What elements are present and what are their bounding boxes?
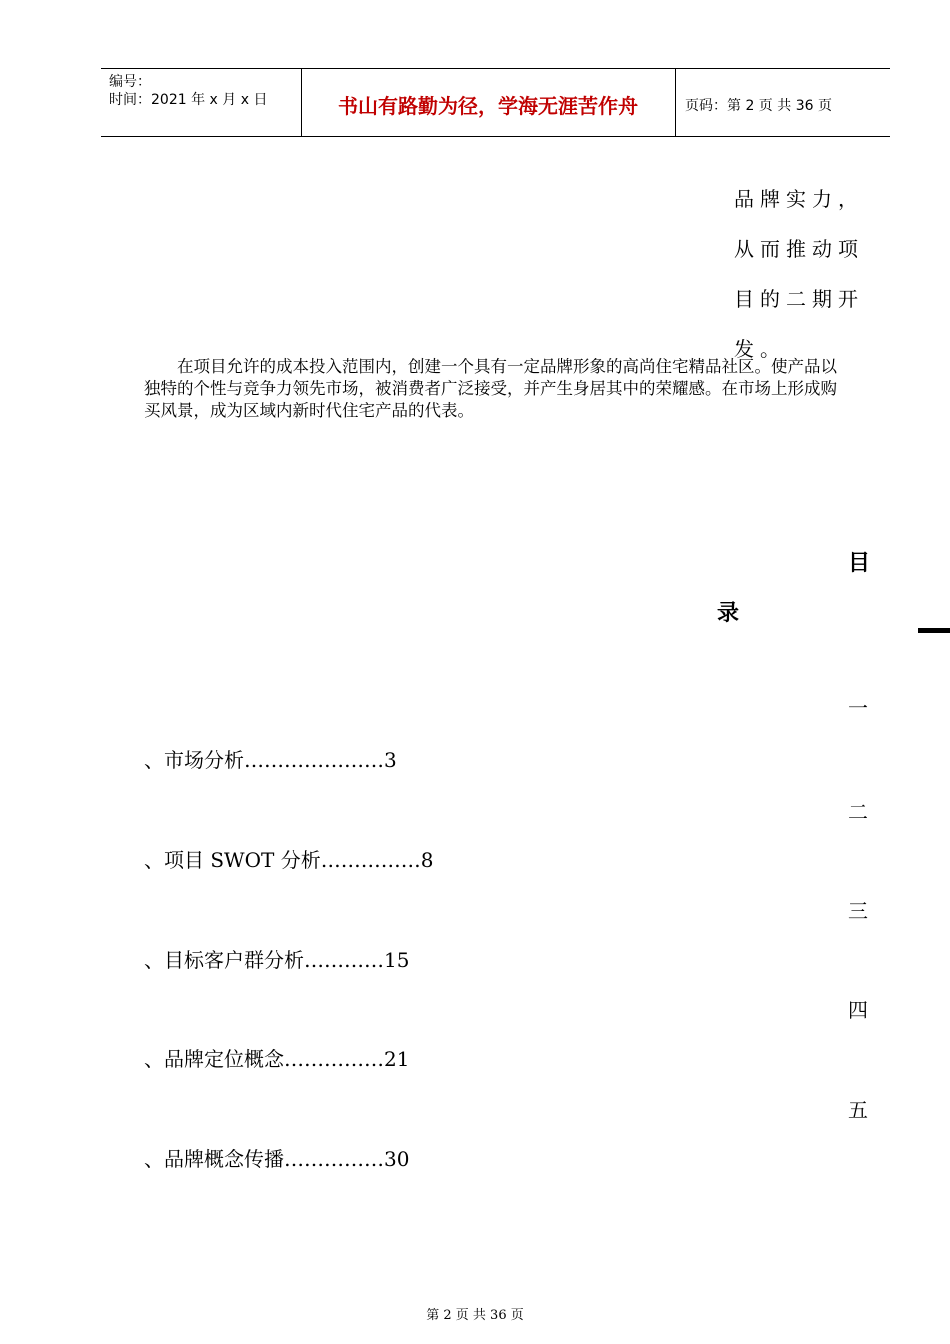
toc-item[interactable]: 、项目 SWOT 分析……………8 [144,848,434,872]
body-paragraph [144,356,850,422]
toc-item-number: 四 [848,998,868,1022]
text-fragment-column [734,174,864,374]
margin-marker [918,628,950,633]
fragment-line: 品牌实力， [734,187,864,211]
toc-title-part1: 目 [848,551,871,576]
toc-item-number: 三 [848,899,868,923]
header-code-label: 编号： [109,74,151,90]
header-motto: 书山有路勤为径，学海无涯苦作舟 [338,94,638,118]
header-page-label: 页码：第 2 页 共 36 页 [685,98,832,114]
fragment-line: 发。 [734,337,786,361]
toc-item-number: 一 [848,696,868,720]
header-time-label: 时间：2021 年 x 月 x 日 [109,92,268,108]
page-header [101,68,890,137]
page-footer: 第 2 页 共 36 页 [426,1308,524,1323]
body-paragraph-text: 在项目允许的成本投入范围内，创建一个具有一定品牌形象的高尚住宅精品社区。使产品以独特的个性与竞争力领先市场，被消费者广泛接受，并产生身居其中的荣耀感。在市场上形成购买风景，成为区域内新时代住宅产品的代表。 [144,357,837,420]
toc-title-part2: 录 [717,601,740,626]
toc-item-number: 五 [848,1098,868,1122]
header-meta [109,73,267,109]
fragment-line: 从而推动项 [734,237,864,261]
toc-item[interactable]: 、市场分析…………………3 [144,748,397,772]
toc-item[interactable]: 、品牌概念传播……………30 [144,1147,410,1171]
toc-item[interactable]: 、品牌定位概念……………21 [144,1047,410,1071]
fragment-line: 目的二期开 [734,287,864,311]
toc-item[interactable]: 、目标客户群分析…………15 [144,948,410,972]
header-divider [675,69,676,136]
toc-item-number: 二 [848,800,868,824]
